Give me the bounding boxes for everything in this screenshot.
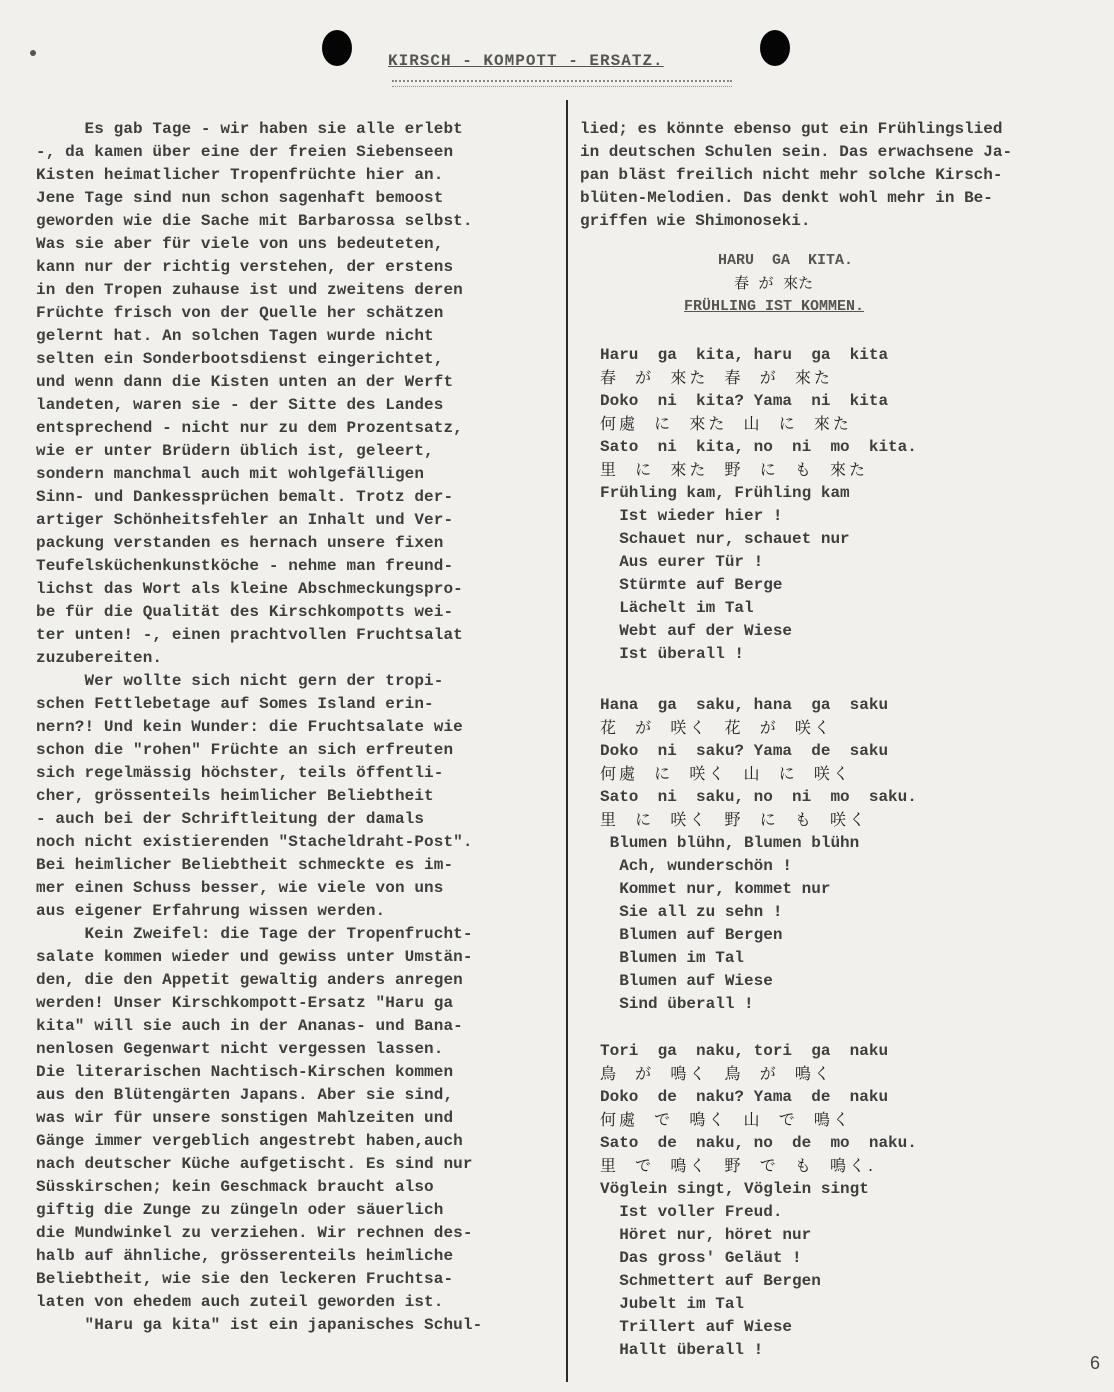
text-line: nern?! Und kein Wunder: die Fruchtsalate wie [36, 718, 463, 736]
romaji-line: Doko ni kita? Yama ni kita [600, 392, 889, 410]
romaji-line: Haru ga kita, haru ga kita [600, 346, 889, 364]
romaji-line: Doko de naku? Yama de naku [600, 1088, 889, 1106]
text-line: Was sie aber für viele von uns bedeuteten, [36, 235, 444, 253]
text-line: kann nur der richtig verstehen, der erstens [36, 258, 454, 276]
kanji-line: 何處 に 來た 山 に 來た [600, 414, 852, 433]
text-line: Es gab Tage - wir haben sie alle erlebt [36, 120, 463, 138]
kanji-line: 里 に 來た 野 に も 來た [600, 460, 869, 479]
text-line: Gänge immer vergeblich angestrebt haben,auch [36, 1132, 463, 1150]
kanji-line: 里 に 咲く 野 に も 咲く [600, 810, 869, 829]
text-line: und wenn dann die Kisten unten an der Werft [36, 373, 454, 391]
text-line: Sinn- und Dankessprüchen bemalt. Trotz der- [36, 488, 454, 506]
romaji-line: Hana ga saku, hana ga saku [600, 696, 889, 714]
text-line: aus eigener Erfahrung wissen werden. [36, 902, 386, 920]
text-line: die Mundwinkel zu verziehen. Wir rechnen des- [36, 1224, 473, 1242]
text-line: pan bläst freilich nicht mehr solche Kirsch- [580, 166, 1003, 184]
german-line: Vöglein singt, Vöglein singt [600, 1180, 869, 1198]
song-subtitle: FRÜHLING IST KOMMEN. [684, 298, 865, 315]
text-line: kita" will sie auch in der Ananas- und Bana- [36, 1017, 463, 1035]
text-line: schon die "rohen" Früchte an sich erfreuten [36, 741, 454, 759]
text-line: lichst das Wort als kleine Abschmeckungspro- [36, 580, 463, 598]
text-line: nach deutscher Küche aufgetischt. Es sind nur [36, 1155, 473, 1173]
german-line: Ist überall ! [600, 645, 745, 663]
text-line: - auch bei der Schriftleitung der damals [36, 810, 425, 828]
text-line: griffen wie Shimonoseki. [580, 212, 811, 230]
text-line: "Haru ga kita" ist ein japanisches Schul- [36, 1316, 483, 1334]
text-line: packung verstanden es hernach unsere fixen [36, 534, 444, 552]
page-number: 6 [1089, 1353, 1100, 1373]
german-line: Sind überall ! [600, 995, 754, 1013]
text-line: blüten-Melodien. Das denkt wohl mehr in Be- [580, 189, 993, 207]
text-line: zuzubereiten. [36, 649, 163, 667]
german-line: Aus eurer Tür ! [600, 553, 764, 571]
german-line: Höret nur, höret nur [600, 1226, 812, 1244]
kanji-line: 里 で 鳴く 野 で も 鳴く. [600, 1156, 877, 1175]
punch-hole-left [322, 30, 352, 66]
text-line: Kisten heimatlicher Tropenfrüchte hier an. [36, 166, 444, 184]
text-line: salate kommen wieder und gewiss unter Umstän- [36, 948, 473, 966]
text-line: in den Tropen zuhause ist und zweitens deren [36, 281, 463, 299]
kanji-line: 何處 で 鳴く 山 で 鳴く [600, 1110, 852, 1129]
song-title-kanji: 春 が 來た [734, 274, 814, 292]
text-line: Süsskirschen; kein Geschmack braucht also [36, 1178, 434, 1196]
german-line: Schauet nur, schauet nur [600, 530, 850, 548]
text-line: cher, grössenteils heimlicher Beliebtheit [36, 787, 434, 805]
german-line: Blumen auf Bergen [600, 926, 783, 944]
romaji-line: Doko ni saku? Yama de saku [600, 742, 889, 760]
german-line: Blumen blühn, Blumen blühn [600, 834, 860, 852]
text-line: Die literarischen Nachtisch-Kirschen kommen [36, 1063, 454, 1081]
text-line: laten von ehedem auch zuteil geworden ist. [36, 1293, 444, 1311]
german-line: Blumen im Tal [600, 949, 745, 967]
text-line: Jene Tage sind nun schon sagenhaft bemoost [36, 189, 444, 207]
text-line: landeten, waren sie - der Sitte des Landes [36, 396, 444, 414]
text-line: Früchte frisch von der Quelle her schätzen [36, 304, 444, 322]
verse-3 [600, 1040, 917, 1362]
text-line: Teufelsküchenkunstköche - nehme man freund- [36, 557, 454, 575]
german-line: Stürmte auf Berge [600, 576, 783, 594]
text-line: halb auf ähnliche, grösserenteils heimliche [36, 1247, 454, 1265]
romaji-line: Sato ni saku, no ni mo saku. [600, 788, 917, 806]
text-line: sich regelmässig höchster, teils öffentli- [36, 764, 444, 782]
text-line: -, da kamen über eine der freien Siebenseen [36, 143, 454, 161]
text-line: be für die Qualität des Kirschkompotts wei- [36, 603, 454, 621]
kanji-line: 花 が 咲く 花 が 咲く [600, 718, 833, 737]
text-line: nenlosen Gegenwart nicht vergessen lassen. [36, 1040, 444, 1058]
text-line: entsprechend - nicht nur zu dem Prozentsatz, [36, 419, 463, 437]
german-line: Hallt überall ! [600, 1341, 764, 1359]
german-line: Lächelt im Tal [600, 599, 754, 617]
text-line: Beliebtheit, wie sie den leckeren Fruchtsa- [36, 1270, 454, 1288]
text-line: gelernt hat. An solchen Tagen wurde nicht [36, 327, 434, 345]
kanji-line: 鳥 が 鳴く 鳥 が 鳴く [600, 1064, 833, 1083]
romaji-line: Sato ni kita, no ni mo kita. [600, 438, 917, 456]
text-line: artiger Schönheitsfehler an Inhalt und Ver- [36, 511, 454, 529]
column-divider [566, 100, 568, 1382]
german-line: Schmettert auf Bergen [600, 1272, 821, 1290]
text-line: aus den Blütengärten Japans. Aber sie sind, [36, 1086, 454, 1104]
text-line: selten ein Sonderbootsdienst eingerichtet, [36, 350, 444, 368]
text-line: Kein Zweifel: die Tage der Tropenfrucht- [36, 925, 473, 943]
german-line: Ist wieder hier ! [600, 507, 783, 525]
text-line: ter unten! -, einen prachtvollen Fruchtsalat [36, 626, 463, 644]
text-line: Bei heimlicher Beliebtheit schmeckte es im- [36, 856, 454, 874]
text-line: sondern manchmal auch mit wohlgefälligen [36, 465, 425, 483]
text-line: mer einen Schuss besser, wie viele von uns [36, 879, 444, 897]
verse-1 [600, 344, 917, 666]
german-line: Blumen auf Wiese [600, 972, 773, 990]
left-column [36, 118, 560, 1337]
text-line: noch nicht existierenden "Stacheldraht-Post". [36, 833, 473, 851]
german-line: Das gross' Geläut ! [600, 1249, 802, 1267]
text-line: Wer wollte sich nicht gern der tropi- [36, 672, 444, 690]
page-title: KIRSCH - KOMPOTT - ERSATZ. [388, 52, 664, 70]
german-line: Trillert auf Wiese [600, 1318, 793, 1336]
verse-2 [600, 694, 917, 1016]
text-line: den, die den Appetit gewaltig anders anregen [36, 971, 463, 989]
romaji-line: Sato de naku, no de mo naku. [600, 1134, 917, 1152]
kanji-line: 春 が 來た 春 が 來た [600, 368, 833, 387]
german-line: Webt auf der Wiese [600, 622, 793, 640]
german-line: Frühling kam, Frühling kam [600, 484, 850, 502]
right-column-intro [580, 118, 1100, 233]
text-line: werden! Unser Kirschkompott-Ersatz "Haru ga [36, 994, 454, 1012]
text-line: lied; es könnte ebenso gut ein Frühlingslied [580, 120, 1003, 138]
text-line: in deutschen Schulen sein. Das erwachsene Ja- [580, 143, 1013, 161]
song-title: HARU GA KITA. [718, 252, 854, 269]
german-line: Kommet nur, kommet nur [600, 880, 831, 898]
text-line: was wir für unsere sonstigen Mahlzeiten und [36, 1109, 454, 1127]
german-line: Ach, wunderschön ! [600, 857, 793, 875]
punch-hole-right [760, 30, 790, 66]
ink-speck [30, 50, 36, 56]
romaji-line: Tori ga naku, tori ga naku [600, 1042, 889, 1060]
text-line: wie er unter Brüdern üblich ist, geleert, [36, 442, 434, 460]
text-line: giftig die Zunge zu züngeln oder säuerlich [36, 1201, 444, 1219]
kanji-line: 何處 に 咲く 山 に 咲く [600, 764, 852, 783]
text-line: schen Fettlebetage auf Somes Island erin- [36, 695, 434, 713]
title-underline [392, 80, 732, 87]
german-line: Sie all zu sehn ! [600, 903, 783, 921]
german-line: Jubelt im Tal [600, 1295, 745, 1313]
german-line: Ist voller Freud. [600, 1203, 783, 1221]
text-line: geworden wie die Sache mit Barbarossa selbst. [36, 212, 473, 230]
